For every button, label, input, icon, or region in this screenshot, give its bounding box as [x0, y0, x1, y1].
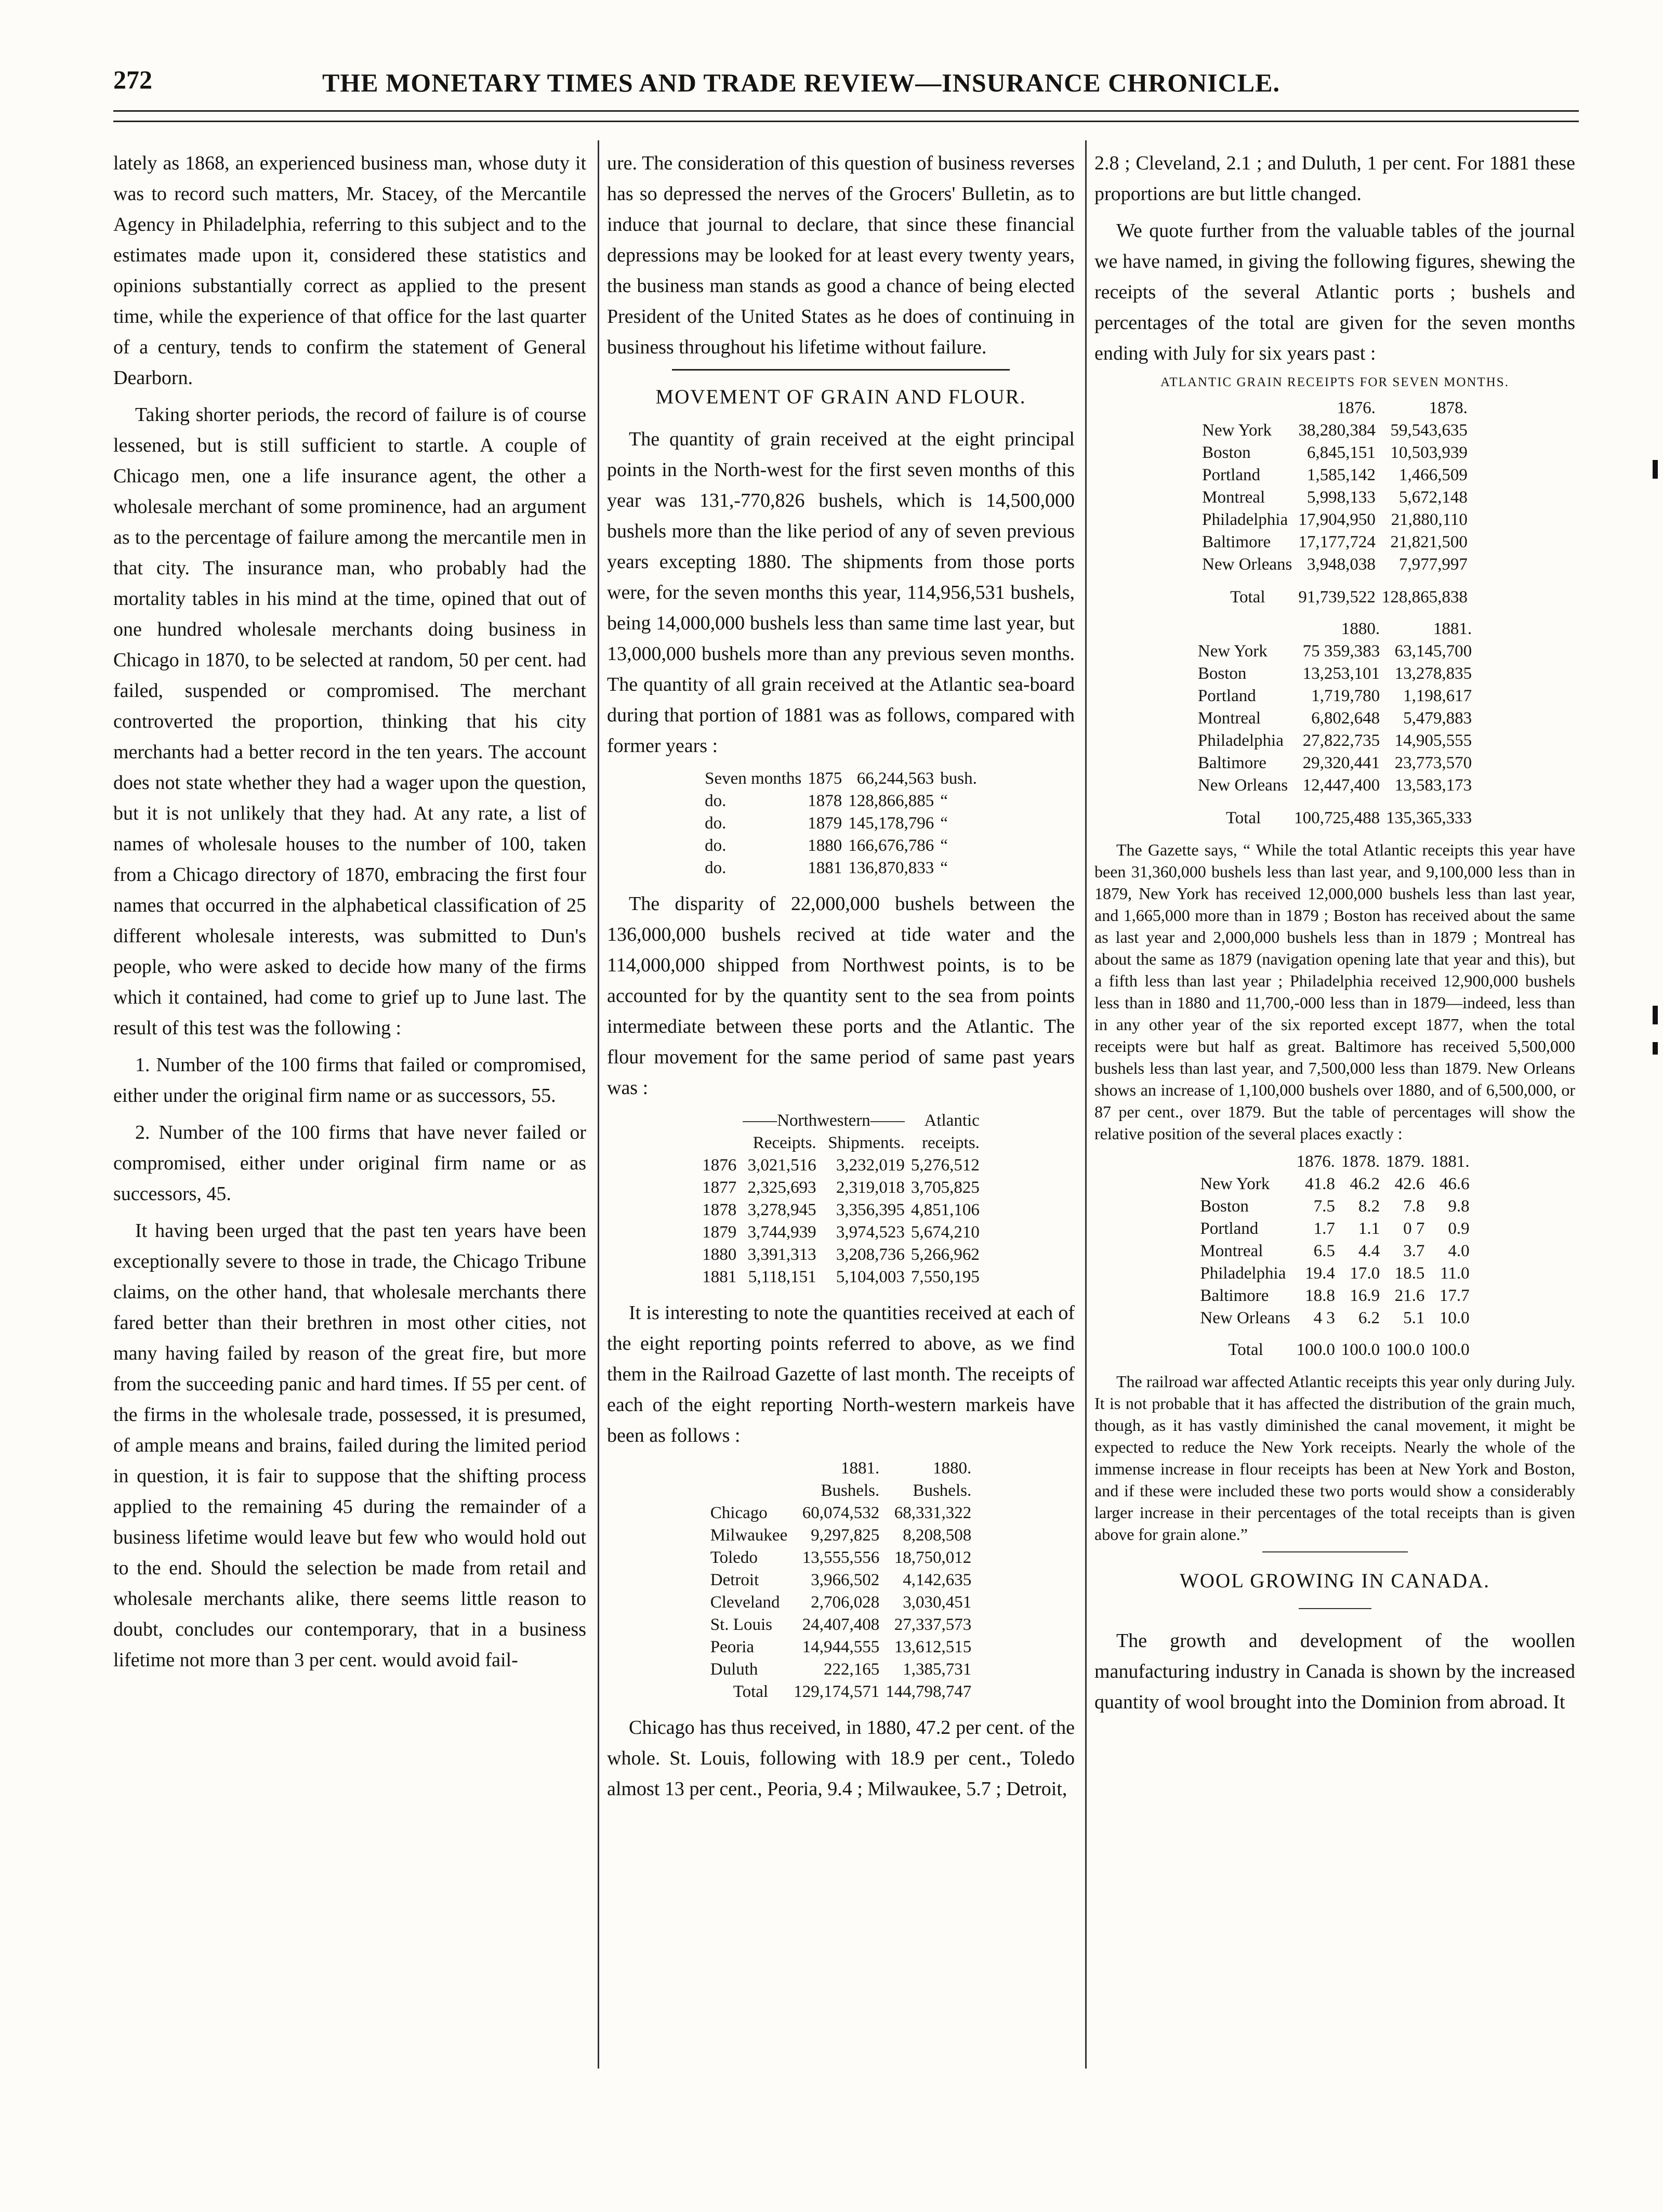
flour-receipts: 3,021,516: [747, 1156, 816, 1175]
table-row: [1199, 531, 1471, 554]
ports-a-year-1: 1876.: [1337, 399, 1376, 417]
total-c2: 100.0: [1341, 1340, 1380, 1359]
flour-receipts: 3,278,945: [747, 1201, 816, 1219]
market-1880: 1,385,731: [903, 1660, 972, 1679]
port-value-2: 1,466,509: [1398, 466, 1468, 484]
percentages-table: [1197, 1151, 1472, 1361]
col3-quote-paragraph: The Gazette says, “ While the total Atlantic receipts this year have been 31,360,000 bushels less than last year, and 9,100,000 less than in 1879, New York has received 12,000,000 bushels less than last year, and 1,665,000 more than in 1879 ; Boston has received about the same as last year and 2,000,000 bushels less than in 1879 ; Montreal has about the same as 1879 (navigation opening late that year and this), but a fifth less than last year ; Philadelphia received 12,900,000 bushels less than in 1880 and 11,700,-000 less than in 1879—indeed, less than in any other year of the six reported except 1877, when the total receipts were but half as great. Baltimore has received 5,500,000 bushels less than last year, and 7,500,000 less than 1879. New Orleans shows an increase of 1,100,000 bushels over 1880, and of 6,500,000, or 87 per cent., over 1879. But the table of percentages will show the relative position of the several places exactly :: [1094, 840, 1575, 1143]
port-name: Boston: [1202, 443, 1251, 462]
column-2: [607, 148, 1075, 1811]
table-row: [699, 1154, 983, 1177]
port-value-2: 21,880,110: [1391, 510, 1468, 529]
pct-1876: 19.4: [1305, 1264, 1335, 1283]
port-name: New York: [1202, 421, 1272, 440]
port-name: Philadelphia: [1197, 731, 1284, 750]
atlantic-table-caption: ATLANTIC GRAIN RECEIPTS FOR SEVEN MONTHS.: [1160, 375, 1509, 389]
period-year: 1875: [808, 769, 842, 788]
table-row: [1195, 774, 1475, 797]
total-label: Total: [1228, 1340, 1263, 1359]
market-city: St. Louis: [710, 1615, 772, 1634]
flour-year: 1878: [702, 1201, 737, 1219]
col3-paragraph: We quote further from the valuable tables of the journal we have named, in giving the following figures, shewing the receipts of the several Atlantic ports ; bushels and percentages of the total are given for the seven months ending with July for six years past :: [1094, 220, 1575, 364]
table-row: [1199, 554, 1471, 576]
flour-year: 1880: [702, 1245, 737, 1264]
pct-1881: 9.8: [1448, 1197, 1470, 1216]
col2-paragraph: The quantity of grain received at the eight principal points in the North-west for the first seven months of this year was 131,-770,826 bushels, which is 14,500,000 bushels more than the like period of any of seven previous years excepting 1880. The shipments from those ports were, for the seven months this year, 114,956,531 bushels, being 14,000,000 bushels less than same time last year, but 13,000,000 bushels more than any previous seven months. The quantity of all grain received at the Atlantic sea-board during that portion of 1881 was as follows, compared with former years :: [607, 428, 1075, 757]
pct-1878: 16.9: [1350, 1286, 1380, 1305]
table-row: [707, 1636, 974, 1658]
pct-1881: 10.0: [1439, 1309, 1470, 1327]
flour-atlantic: 7,550,195: [910, 1268, 980, 1286]
total-c4: 100.0: [1431, 1340, 1470, 1359]
section-rule: [1299, 1608, 1371, 1609]
period-unit: “: [940, 814, 948, 833]
table-row: [1195, 685, 1475, 707]
port-name: Montreal: [1200, 1242, 1263, 1260]
table-row: [707, 1502, 974, 1524]
period-year: 1878: [808, 792, 842, 810]
market-1881: 3,966,502: [811, 1571, 880, 1589]
port-value-1: 29,320,441: [1302, 754, 1380, 772]
market-1880: 8,208,508: [903, 1526, 972, 1545]
table-row: [1199, 419, 1471, 442]
table-total-row: [1199, 576, 1471, 609]
section-rule: [672, 369, 1010, 371]
ports-b-year-1: 1880.: [1341, 620, 1380, 638]
pct-1879: 5.1: [1403, 1309, 1425, 1327]
period-label: do.: [705, 814, 727, 833]
flour-atlantic: 5,674,210: [910, 1223, 980, 1242]
table-row: [702, 857, 980, 879]
column-1: [113, 148, 586, 1682]
period-unit: “: [940, 792, 948, 810]
period-label: do.: [705, 859, 727, 877]
port-name: Portland: [1197, 687, 1256, 705]
flour-atlantic: 3,705,825: [910, 1178, 980, 1197]
total-v1: 100,725,488: [1294, 809, 1380, 827]
market-city: Cleveland: [710, 1593, 780, 1612]
table-row: [707, 1658, 974, 1681]
table-row: [702, 790, 980, 812]
col1-paragraph: It having been urged that the past ten years have been exceptionally severe to those in trade, the Chicago Tribune claims, on the other hand, that wholesale merchants there fared better than their brethren in most other cities, not many having failed by reason of the great fire, but more from the succeeding panic and hard times. If 55 per cent. of the firms in the wholesale trade, possessed, it is presumed, of ample means and brains, failed during the limited period in question, it is fair to suppose that the shifting process applied to the remaining 45 during the remainder of a business lifetime would leave but few who would hold out to the end. Should the selection be made from retail and wholesale merchants alike, there seems little reason to doubt, concludes our contemporary, that in a business lifetime not more than 3 per cent. would avoid fail-: [113, 1220, 586, 1671]
port-value-2: 7,977,997: [1398, 555, 1468, 574]
market-1881: 60,074,532: [802, 1504, 880, 1522]
port-value-1: 38,280,384: [1298, 421, 1376, 440]
table-row: [1197, 1218, 1472, 1240]
period-unit: “: [940, 836, 948, 855]
pct-1876: 4 3: [1313, 1309, 1335, 1327]
port-value-1: 5,998,133: [1306, 488, 1376, 507]
period-label: do.: [705, 836, 727, 855]
pct-1876: 1.7: [1313, 1219, 1335, 1238]
markets-table: [707, 1457, 974, 1703]
flour-receipts-header: Receipts.: [753, 1134, 816, 1152]
market-1881: 24,407,408: [802, 1615, 880, 1634]
column-divider-1: [598, 140, 599, 2069]
table-row: [1197, 1240, 1472, 1262]
table-row: [702, 768, 980, 790]
table-row: [707, 1591, 974, 1614]
port-name: New Orleans: [1202, 555, 1292, 574]
table-row: [707, 1569, 974, 1591]
pct-1876: 41.8: [1305, 1175, 1335, 1193]
pct-1879: 21.6: [1394, 1286, 1425, 1305]
port-name: Portland: [1202, 466, 1260, 484]
period-value: 166,676,786: [848, 836, 934, 855]
period-unit: bush.: [940, 769, 977, 788]
table-row: [1197, 1285, 1472, 1307]
flour-year: 1879: [702, 1223, 737, 1242]
pct-1876: 6.5: [1313, 1242, 1335, 1260]
section-rule: [1262, 1551, 1408, 1552]
atlantic-ports-table-b: [1195, 618, 1475, 830]
port-value-2: 1,198,617: [1403, 687, 1472, 705]
col3-paragraph: The growth and development of the woollen manufacturing industry in Canada is shown by the increased quantity of wool brought into the Dominion from abroad. It: [1094, 1630, 1575, 1713]
flour-year: 1881: [702, 1268, 737, 1286]
table-row: [1197, 1195, 1472, 1218]
margin-mark: [1653, 1006, 1658, 1024]
col1-list-item: 1. Number of the 100 firms that failed or compromised, either under the original firm name or as successors, 55.: [113, 1054, 586, 1107]
section-heading-grain: MOVEMENT OF GRAIN AND FLOUR.: [655, 386, 1026, 408]
port-value-1: 6,802,648: [1311, 709, 1380, 728]
table-row: [707, 1547, 974, 1569]
flour-receipts: 3,744,939: [747, 1223, 816, 1242]
total-label: Total: [733, 1682, 769, 1701]
pct-1881: 0.9: [1448, 1219, 1470, 1238]
total-v2: 128,865,838: [1381, 588, 1468, 607]
port-value-2: 13,583,173: [1394, 776, 1472, 795]
pct-year-header: 1881.: [1431, 1152, 1470, 1171]
col2-paragraph: Chicago has thus received, in 1880, 47.2 per cent. of the whole. St. Louis, following with 18.9 per cent., Toledo almost 13 per cent., Peoria, 9.4 ; Milwaukee, 5.7 ; Detroit,: [607, 1717, 1075, 1800]
port-value-1: 27,822,735: [1302, 731, 1380, 750]
port-value-2: 23,773,570: [1394, 754, 1472, 772]
flour-shipments: 5,104,003: [836, 1268, 905, 1286]
port-value-1: 6,845,151: [1306, 443, 1376, 462]
market-city: Duluth: [710, 1660, 758, 1679]
pct-1881: 4.0: [1448, 1242, 1470, 1260]
pct-1878: 4.4: [1358, 1242, 1380, 1260]
pct-year-header: 1876.: [1296, 1152, 1335, 1171]
table-row: [1195, 707, 1475, 730]
flour-atlantic: 5,266,962: [910, 1245, 980, 1264]
port-value-2: 63,145,700: [1394, 642, 1472, 661]
total-label: Total: [1225, 809, 1261, 827]
port-name: Portland: [1200, 1219, 1259, 1238]
flour-table: [699, 1110, 983, 1288]
table-row: [1199, 486, 1471, 509]
port-name: Montreal: [1202, 488, 1265, 507]
page-number: 272: [113, 65, 152, 94]
flour-shipments-header: Shipments.: [828, 1134, 905, 1152]
flour-atlantic: 4,851,106: [910, 1201, 980, 1219]
table-row: [1197, 1173, 1472, 1195]
market-city: Milwaukee: [710, 1526, 788, 1545]
pct-1876: 18.8: [1305, 1286, 1335, 1305]
col3-paragraph: 2.8 ; Cleveland, 2.1 ; and Duluth, 1 per cent. For 1881 these proportions are but little changed.: [1094, 152, 1575, 205]
pct-1878: 1.1: [1358, 1219, 1380, 1238]
table-row: [699, 1266, 983, 1288]
pct-1879: 7.8: [1403, 1197, 1425, 1216]
market-1880: 27,337,573: [894, 1615, 972, 1634]
port-name: New Orleans: [1200, 1309, 1290, 1327]
port-value-1: 1,585,142: [1306, 466, 1376, 484]
col1-paragraph: Taking shorter periods, the record of failure is of course lessened, but is still sufficient to startle. A couple of Chicago men, one a life insurance agent, the other a wholesale merchant of some prominence, had an argument as to the percentage of failure among the mercantile men in that city. The insurance man, who probably had the mortality tables in his mind at the time, opined that out of one hundred wholesale merchants doing business in Chicago in 1870, to be selected at random, 50 per cent. had failed, suspended or compromised. The merchant controverted the proportion, thinking that his city merchants had a better record in the ten years. The account does not state whether they had a wager upon the question, but it is not unlikely that they had. At any rate, a list of names of wholesale houses to the number of 100, taken from a Chicago directory of 1870, embracing the first four names that occurred in the alphabetical classification of 25 different wholesale interests, was submitted to Dun's people, who were asked to decide how many of the firms which it contained, had come to grief up to June last. The result of this test was the following :: [113, 404, 586, 1039]
table-row: [1195, 663, 1475, 685]
table-row: [1197, 1262, 1472, 1285]
period-year: 1881: [808, 859, 842, 877]
period-year: 1879: [808, 814, 842, 833]
market-1880: 3,030,451: [903, 1593, 972, 1612]
port-name: Baltimore: [1200, 1286, 1269, 1305]
port-value-2: 5,479,883: [1403, 709, 1472, 728]
flour-year: 1877: [702, 1178, 737, 1197]
table-row: [1199, 442, 1471, 464]
flour-shipments: 3,208,736: [836, 1245, 905, 1264]
table-row: [1199, 509, 1471, 531]
period-value: 128,866,885: [848, 792, 934, 810]
port-name: Philadelphia: [1200, 1264, 1286, 1283]
table-row: [699, 1221, 983, 1244]
pct-1878: 8.2: [1358, 1197, 1380, 1216]
col3-quote-paragraph: The railroad war affected Atlantic receipts this year only during July. It is not probable that it has affected the distribution of the grain much, though, as it has vastly diminished the canal movement, it might be expected to reduce the New York receipts. Nearly the whole of the immense increase in flour receipts has been at New York and Boston, and if these were included these two ports would show a considerably larger increase in their percentages of the total receipts than is given above for grain alone.”: [1094, 1372, 1575, 1544]
flour-shipments: 3,232,019: [836, 1156, 905, 1175]
flour-year: 1876: [702, 1156, 737, 1175]
table-row: [1195, 730, 1475, 752]
period-label: do.: [705, 792, 727, 810]
header-rule-bottom: [113, 121, 1579, 122]
pct-1879: 3.7: [1403, 1242, 1425, 1260]
flour-shipments: 2,319,018: [836, 1178, 905, 1197]
port-value-1: 3,948,038: [1306, 555, 1376, 574]
pct-1878: 17.0: [1350, 1264, 1380, 1283]
market-1881: 14,944,555: [802, 1638, 880, 1656]
pct-1879: 42.6: [1394, 1175, 1425, 1193]
market-1880: 68,331,322: [894, 1504, 972, 1522]
pct-year-header: 1879.: [1386, 1152, 1425, 1171]
markets-unit-1881: Bushels.: [821, 1481, 880, 1500]
port-value-1: 75 359,383: [1302, 642, 1380, 661]
running-title: THE MONETARY TIMES AND TRADE REVIEW—INSURANCE CHRONICLE.: [322, 68, 1280, 97]
total-c3: 100.0: [1386, 1340, 1425, 1359]
table-total-row: [707, 1681, 974, 1703]
flour-receipts: 5,118,151: [748, 1268, 816, 1286]
margin-mark: [1653, 1042, 1658, 1055]
market-1880: 18,750,012: [894, 1548, 972, 1567]
table-total-row: [1195, 797, 1475, 830]
table-total-row: [1197, 1329, 1472, 1361]
pct-1878: 6.2: [1358, 1309, 1380, 1327]
port-value-2: 13,278,835: [1394, 664, 1472, 683]
port-value-1: 17,177,724: [1298, 533, 1376, 551]
col2-paragraph: The disparity of 22,000,000 bushels between the 136,000,000 bushels recived at tide water and the 114,000,000 shipped from Northwest points, is to be accounted for by the quantity sent to the sea from points intermediate between these ports and the Atlantic. The flour movement for the same period of same past years was :: [607, 893, 1075, 1099]
markets-unit-1880: Bushels.: [913, 1481, 972, 1500]
railroad-paragraph-block: [1094, 1371, 1575, 1545]
table-row: [707, 1614, 974, 1636]
market-1880: 4,142,635: [903, 1571, 972, 1589]
flour-receipts: 2,325,693: [747, 1178, 816, 1197]
flour-group-header: ——Northwestern——: [743, 1111, 905, 1130]
port-name: Montreal: [1197, 709, 1261, 728]
pct-1878: 46.2: [1350, 1175, 1380, 1193]
port-name: New Orleans: [1197, 776, 1288, 795]
table-row: [1199, 464, 1471, 486]
market-1881: 13,555,556: [802, 1548, 880, 1567]
market-1881: 2,706,028: [811, 1593, 880, 1612]
total-v2: 135,365,333: [1386, 809, 1472, 827]
atlantic-ports-table-a: [1199, 397, 1471, 609]
section-heading-wool: WOOL GROWING IN CANADA.: [1180, 1570, 1490, 1592]
period-label: Seven months: [705, 769, 802, 788]
table-row: [699, 1244, 983, 1266]
markets-year-1881: 1881.: [840, 1459, 880, 1478]
port-value-2: 10,503,939: [1390, 443, 1468, 462]
table-row: [1195, 752, 1475, 774]
period-value: 136,870,833: [848, 859, 934, 877]
port-name: Boston: [1200, 1197, 1249, 1216]
markets-year-1880: 1880.: [932, 1459, 972, 1478]
pct-1881: 46.6: [1439, 1175, 1470, 1193]
port-value-2: 14,905,555: [1394, 731, 1472, 750]
col1-paragraph: lately as 1868, an experienced business man, whose duty it was to record such matters, Mr. Stacey, of the Mercantile Agency in Philadelphia, referring to this subject and to the estimates made upon it, considered these statistics and opinions substantially correct as applied to the present time, while the experience of that office for the last quarter of a century, tends to confirm the statement of General Dearborn.: [113, 152, 586, 389]
period-year: 1880: [808, 836, 842, 855]
col2-paragraph: It is interesting to note the quantities received at each of the eight reporting points referred to above, as we find them in the Railroad Gazette of last month. The receipts of each of the eight reporting North-western markeis have been as follows :: [607, 1302, 1075, 1446]
port-name: Philadelphia: [1202, 510, 1288, 529]
header-rule-top: [113, 110, 1579, 112]
port-name: Baltimore: [1202, 533, 1271, 551]
column-3: [1094, 148, 1575, 1724]
table-row: [699, 1199, 983, 1221]
margin-mark: [1653, 460, 1658, 479]
total-label: Total: [1230, 588, 1265, 607]
flour-atlantic: 5,276,512: [910, 1156, 980, 1175]
period-value: 145,178,796: [848, 814, 934, 833]
total-c1: 100.0: [1296, 1340, 1335, 1359]
port-value-1: 12,447,400: [1302, 776, 1380, 795]
table-row: [1195, 640, 1475, 663]
flour-receipts: 3,391,313: [747, 1245, 816, 1264]
port-value-1: 13,253,101: [1302, 664, 1380, 683]
port-value-1: 1,719,780: [1311, 687, 1380, 705]
port-name: New York: [1197, 642, 1268, 661]
market-city: Chicago: [710, 1504, 768, 1522]
period-unit: “: [940, 859, 948, 877]
pct-1881: 17.7: [1439, 1286, 1470, 1305]
period-value: 66,244,563: [856, 769, 934, 788]
total-1881: 129,174,571: [794, 1682, 880, 1701]
pct-1881: 11.0: [1440, 1264, 1470, 1283]
pct-year-header: 1878.: [1341, 1152, 1380, 1171]
flour-atlantic-header: Atlantic: [924, 1111, 980, 1130]
port-value-1: 17,904,950: [1298, 510, 1376, 529]
ports-b-year-2: 1881.: [1433, 620, 1472, 638]
flour-shipments: 3,356,395: [836, 1201, 905, 1219]
col1-list-item: 2. Number of the 100 firms that have never failed or compromised, either under original firm name or as successors, 45.: [113, 1122, 586, 1205]
total-1880: 144,798,747: [886, 1682, 972, 1701]
port-value-2: 59,543,635: [1390, 421, 1468, 440]
seven-months-table: [702, 768, 980, 879]
total-v1: 91,739,522: [1298, 588, 1376, 607]
pct-1876: 7.5: [1313, 1197, 1335, 1216]
port-name: Baltimore: [1197, 754, 1266, 772]
flour-shipments: 3,974,523: [836, 1223, 905, 1242]
market-city: Peoria: [710, 1638, 755, 1656]
port-value-2: 21,821,500: [1390, 533, 1468, 551]
col2-paragraph: ure. The consideration of this question of business reverses has so depressed the nerves of the Grocers' Bulletin, as to induce that journal to declare, that since these financial depressions may be looked for at least every twenty years, the business man stands as good a chance of being elected President of the United States as he does of continuing in business throughout his lifetime without failure.: [607, 152, 1075, 358]
market-city: Detroit: [710, 1571, 759, 1589]
table-row: [699, 1177, 983, 1199]
market-1880: 13,612,515: [894, 1638, 972, 1656]
market-1881: 222,165: [823, 1660, 880, 1679]
port-value-2: 5,672,148: [1398, 488, 1468, 507]
ports-a-year-2: 1878.: [1429, 399, 1468, 417]
column-divider-2: [1085, 140, 1087, 2069]
pct-1879: 0 7: [1403, 1219, 1425, 1238]
flour-atl-receipts-header: receipts.: [921, 1134, 980, 1152]
table-row: [707, 1524, 974, 1547]
pct-1879: 18.5: [1394, 1264, 1425, 1283]
market-1881: 9,297,825: [811, 1526, 880, 1545]
table-row: [1197, 1307, 1472, 1329]
market-city: Toledo: [710, 1548, 758, 1567]
gazette-quote-block: [1094, 839, 1575, 1144]
table-row: [702, 835, 980, 857]
port-name: New York: [1200, 1175, 1270, 1193]
port-name: Boston: [1197, 664, 1247, 683]
table-row: [702, 812, 980, 835]
